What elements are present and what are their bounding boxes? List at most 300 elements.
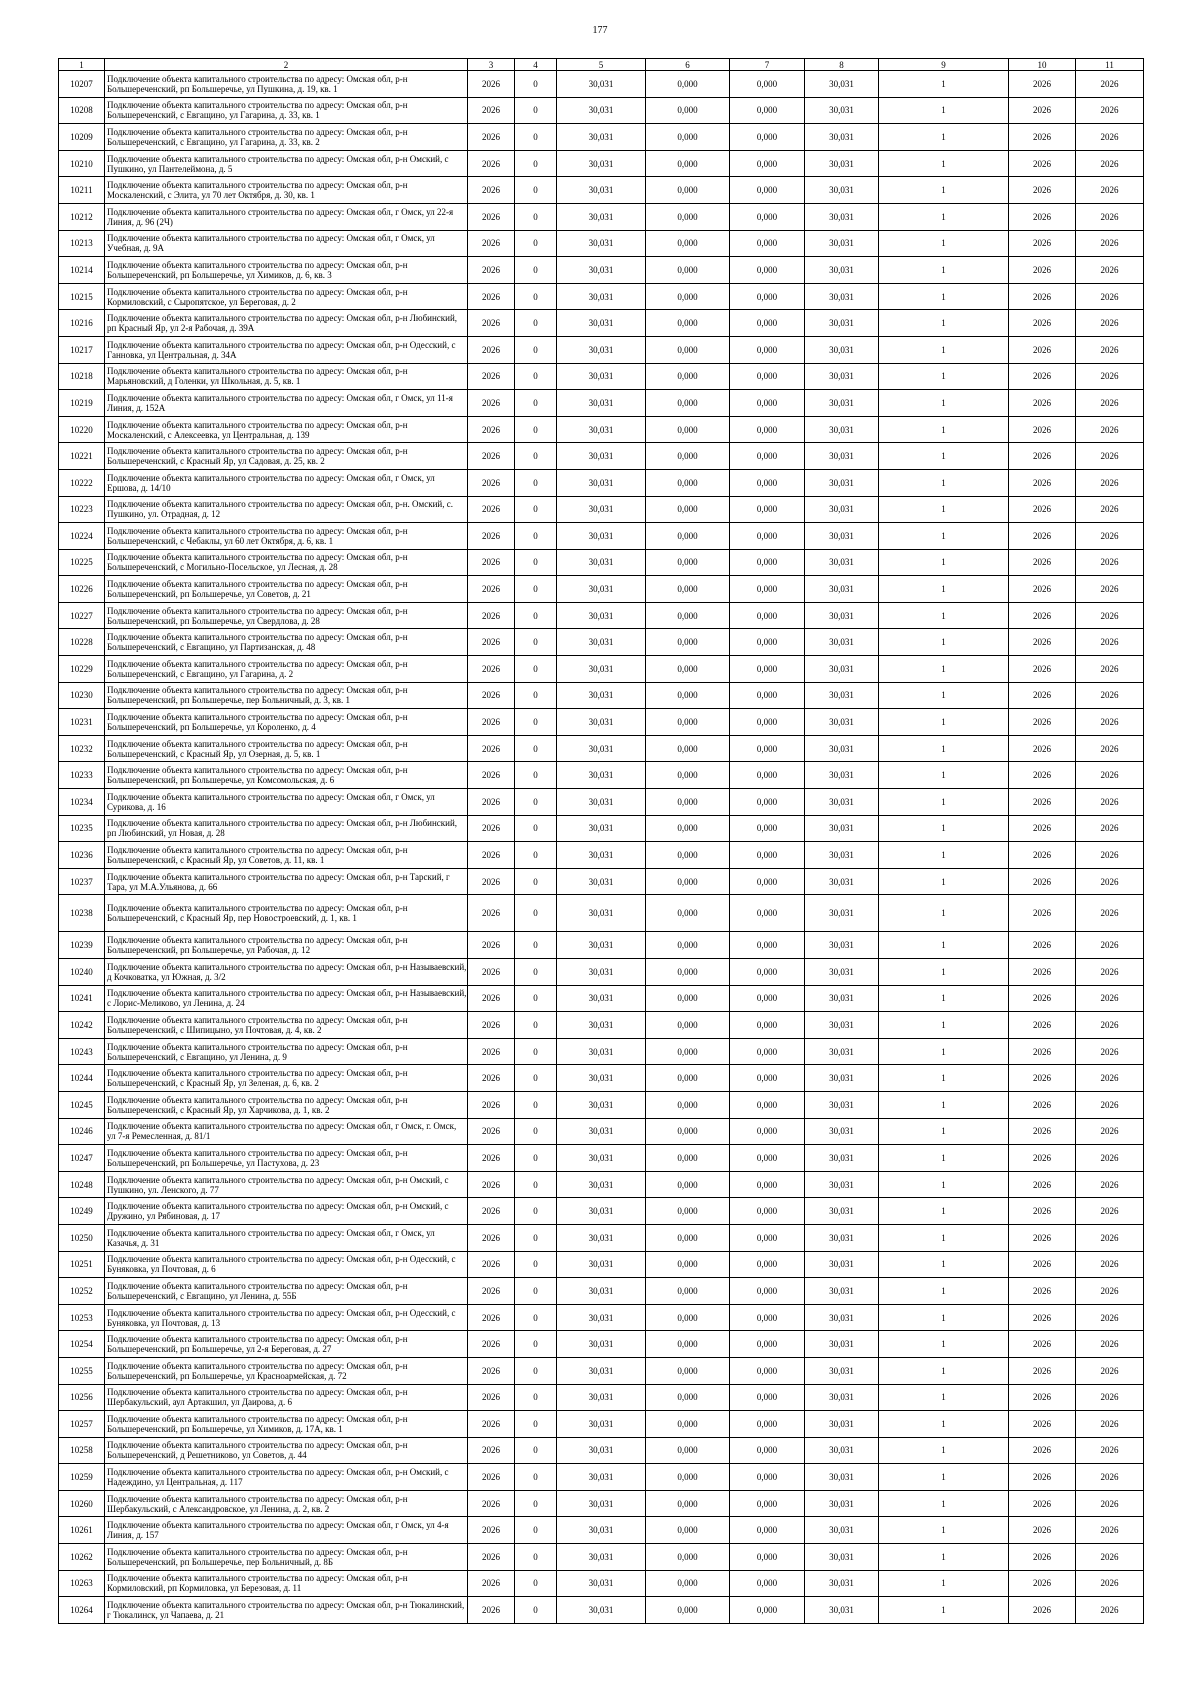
cell-col-4: 0 bbox=[515, 1118, 557, 1145]
table-row bbox=[59, 602, 1144, 629]
cell-col-4: 0 bbox=[515, 496, 557, 523]
cell-col-11: 2026 bbox=[1076, 363, 1144, 390]
cell-col-8: 30,031 bbox=[805, 1544, 879, 1571]
row-id-cell: 10218 bbox=[59, 363, 105, 390]
cell-col-6: 0,000 bbox=[646, 762, 730, 789]
cell-col-10: 2026 bbox=[1009, 1437, 1076, 1464]
cell-col-3: 2026 bbox=[468, 1304, 515, 1331]
cell-col-6: 0,000 bbox=[646, 1384, 730, 1411]
cell-col-3: 2026 bbox=[468, 150, 515, 177]
cell-col-8: 30,031 bbox=[805, 1464, 879, 1491]
cell-col-8: 30,031 bbox=[805, 390, 879, 417]
cell-col-11: 2026 bbox=[1076, 1570, 1144, 1597]
cell-col-5: 30,031 bbox=[557, 815, 646, 842]
cell-col-4: 0 bbox=[515, 71, 557, 98]
cell-col-10: 2026 bbox=[1009, 682, 1076, 709]
cell-col-7: 0,000 bbox=[730, 815, 805, 842]
row-id-cell: 10215 bbox=[59, 283, 105, 310]
column-header: 2 bbox=[105, 59, 468, 71]
cell-col-10: 2026 bbox=[1009, 576, 1076, 603]
table-row bbox=[59, 576, 1144, 603]
cell-col-6: 0,000 bbox=[646, 496, 730, 523]
cell-col-4: 0 bbox=[515, 336, 557, 363]
cell-col-11: 2026 bbox=[1076, 1464, 1144, 1491]
cell-col-6: 0,000 bbox=[646, 1251, 730, 1278]
cell-col-5: 30,031 bbox=[557, 549, 646, 576]
row-id-cell: 10226 bbox=[59, 576, 105, 603]
cell-col-4: 0 bbox=[515, 1145, 557, 1172]
table-row bbox=[59, 310, 1144, 337]
cell-col-11: 2026 bbox=[1076, 682, 1144, 709]
cell-col-10: 2026 bbox=[1009, 709, 1076, 736]
cell-col-6: 0,000 bbox=[646, 257, 730, 284]
cell-col-10: 2026 bbox=[1009, 1198, 1076, 1225]
cell-col-5: 30,031 bbox=[557, 177, 646, 204]
cell-col-3: 2026 bbox=[468, 602, 515, 629]
row-id-cell: 10217 bbox=[59, 336, 105, 363]
table-row bbox=[59, 523, 1144, 550]
cell-col-10: 2026 bbox=[1009, 762, 1076, 789]
cell-col-4: 0 bbox=[515, 959, 557, 986]
column-header: 10 bbox=[1009, 59, 1076, 71]
cell-col-4: 0 bbox=[515, 762, 557, 789]
page-number: 177 bbox=[592, 25, 608, 36]
cell-col-7: 0,000 bbox=[730, 1517, 805, 1544]
cell-col-4: 0 bbox=[515, 1065, 557, 1092]
description-cell: Подключение объекта капитального строительства по адресу: Омская обл, р-н Большереченский, рп Большеречье, ул Короленко, д. 4 bbox=[105, 709, 468, 736]
cell-col-8: 30,031 bbox=[805, 709, 879, 736]
row-id-cell: 10251 bbox=[59, 1251, 105, 1278]
cell-col-6: 0,000 bbox=[646, 283, 730, 310]
description-cell: Подключение объекта капитального строительства по адресу: Омская обл, р-н Называевский, с Лорис-Меликово, ул Ленина, д. 24 bbox=[105, 985, 468, 1012]
cell-col-5: 30,031 bbox=[557, 895, 646, 932]
cell-col-10: 2026 bbox=[1009, 1038, 1076, 1065]
cell-col-11: 2026 bbox=[1076, 1038, 1144, 1065]
cell-col-7: 0,000 bbox=[730, 150, 805, 177]
cell-col-9: 1 bbox=[879, 336, 1009, 363]
description-cell: Подключение объекта капитального строительства по адресу: Омская обл, р-н Большереченский, с Евгащино, ул Гагарина, д. 33, кв. 2 bbox=[105, 124, 468, 151]
cell-col-7: 0,000 bbox=[730, 602, 805, 629]
description-cell: Подключение объекта капитального строительства по адресу: Омская обл, р-н Любинский, рп Любинский, ул Новая, д. 28 bbox=[105, 815, 468, 842]
cell-col-10: 2026 bbox=[1009, 1544, 1076, 1571]
cell-col-9: 1 bbox=[879, 1464, 1009, 1491]
column-header: 1 bbox=[59, 59, 105, 71]
cell-col-7: 0,000 bbox=[730, 1198, 805, 1225]
cell-col-11: 2026 bbox=[1076, 124, 1144, 151]
cell-col-10: 2026 bbox=[1009, 1065, 1076, 1092]
cell-col-7: 0,000 bbox=[730, 1544, 805, 1571]
table-row bbox=[59, 336, 1144, 363]
description-cell: Подключение объекта капитального строительства по адресу: Омская обл, г Омск, ул Учебная, д. 9А bbox=[105, 230, 468, 257]
cell-col-10: 2026 bbox=[1009, 1384, 1076, 1411]
description-cell: Подключение объекта капитального строительства по адресу: Омская обл, р-н Кормиловский, с Сыропятское, ул Береговая, д. 2 bbox=[105, 283, 468, 310]
cell-col-4: 0 bbox=[515, 257, 557, 284]
table-row bbox=[59, 1304, 1144, 1331]
row-id-cell: 10230 bbox=[59, 682, 105, 709]
description-cell: Подключение объекта капитального строительства по адресу: Омская обл, р-н Омский, с Пушкино, ул. Ленского, д. 77 bbox=[105, 1171, 468, 1198]
cell-col-5: 30,031 bbox=[557, 1357, 646, 1384]
row-id-cell: 10263 bbox=[59, 1570, 105, 1597]
cell-col-3: 2026 bbox=[468, 336, 515, 363]
cell-col-11: 2026 bbox=[1076, 1091, 1144, 1118]
cell-col-11: 2026 bbox=[1076, 842, 1144, 869]
cell-col-3: 2026 bbox=[468, 815, 515, 842]
cell-col-6: 0,000 bbox=[646, 1224, 730, 1251]
cell-col-10: 2026 bbox=[1009, 1517, 1076, 1544]
table-row bbox=[59, 656, 1144, 683]
cell-col-11: 2026 bbox=[1076, 97, 1144, 124]
row-id-cell: 10254 bbox=[59, 1331, 105, 1358]
column-header: 9 bbox=[879, 59, 1009, 71]
cell-col-6: 0,000 bbox=[646, 709, 730, 736]
cell-col-7: 0,000 bbox=[730, 390, 805, 417]
cell-col-11: 2026 bbox=[1076, 1517, 1144, 1544]
cell-col-10: 2026 bbox=[1009, 390, 1076, 417]
cell-col-8: 30,031 bbox=[805, 1171, 879, 1198]
cell-col-7: 0,000 bbox=[730, 895, 805, 932]
description-cell: Подключение объекта капитального строительства по адресу: Омская обл, р-н Одесский, с Ганновка, ул Центральная, д. 34А bbox=[105, 336, 468, 363]
cell-col-5: 30,031 bbox=[557, 1145, 646, 1172]
cell-col-10: 2026 bbox=[1009, 842, 1076, 869]
cell-col-6: 0,000 bbox=[646, 868, 730, 895]
cell-col-4: 0 bbox=[515, 629, 557, 656]
cell-col-11: 2026 bbox=[1076, 985, 1144, 1012]
cell-col-8: 30,031 bbox=[805, 1065, 879, 1092]
table-row bbox=[59, 1411, 1144, 1438]
cell-col-11: 2026 bbox=[1076, 1145, 1144, 1172]
cell-col-6: 0,000 bbox=[646, 959, 730, 986]
cell-col-11: 2026 bbox=[1076, 735, 1144, 762]
cell-col-4: 0 bbox=[515, 363, 557, 390]
row-id-cell: 10252 bbox=[59, 1278, 105, 1305]
cell-col-10: 2026 bbox=[1009, 1411, 1076, 1438]
description-cell: Подключение объекта капитального строительства по адресу: Омская обл, р-н Большереченский, с Шипицыно, ул Почтовая, д. 4, кв. 2 bbox=[105, 1012, 468, 1039]
cell-col-10: 2026 bbox=[1009, 1304, 1076, 1331]
description-cell: Подключение объекта капитального строительства по адресу: Омская обл, р-н Москаленский, с Алексеевка, ул Центральная, д. 139 bbox=[105, 416, 468, 443]
cell-col-4: 0 bbox=[515, 735, 557, 762]
cell-col-9: 1 bbox=[879, 1544, 1009, 1571]
table-row bbox=[59, 1065, 1144, 1092]
table-row bbox=[59, 1091, 1144, 1118]
cell-col-3: 2026 bbox=[468, 789, 515, 816]
cell-col-6: 0,000 bbox=[646, 602, 730, 629]
cell-col-11: 2026 bbox=[1076, 1490, 1144, 1517]
cell-col-7: 0,000 bbox=[730, 230, 805, 257]
cell-col-6: 0,000 bbox=[646, 1331, 730, 1358]
cell-col-7: 0,000 bbox=[730, 576, 805, 603]
cell-col-9: 1 bbox=[879, 443, 1009, 470]
cell-col-8: 30,031 bbox=[805, 416, 879, 443]
cell-col-8: 30,031 bbox=[805, 230, 879, 257]
cell-col-5: 30,031 bbox=[557, 469, 646, 496]
cell-col-4: 0 bbox=[515, 1012, 557, 1039]
cell-col-10: 2026 bbox=[1009, 602, 1076, 629]
cell-col-11: 2026 bbox=[1076, 1224, 1144, 1251]
description-cell: Подключение объекта капитального строительства по адресу: Омская обл, р-н. Омский, с. Пушкино, ул. Отрадная, д. 12 bbox=[105, 496, 468, 523]
cell-col-3: 2026 bbox=[468, 549, 515, 576]
description-cell: Подключение объекта капитального строительства по адресу: Омская обл, г Омск, ул Ершова, д. 14/10 bbox=[105, 469, 468, 496]
cell-col-7: 0,000 bbox=[730, 1331, 805, 1358]
row-id-cell: 10239 bbox=[59, 932, 105, 959]
cell-col-3: 2026 bbox=[468, 416, 515, 443]
column-header: 6 bbox=[646, 59, 730, 71]
cell-col-7: 0,000 bbox=[730, 203, 805, 230]
table-row bbox=[59, 469, 1144, 496]
cell-col-4: 0 bbox=[515, 1091, 557, 1118]
cell-col-4: 0 bbox=[515, 1384, 557, 1411]
table-row bbox=[59, 1517, 1144, 1544]
cell-col-11: 2026 bbox=[1076, 576, 1144, 603]
cell-col-10: 2026 bbox=[1009, 1012, 1076, 1039]
cell-col-8: 30,031 bbox=[805, 1251, 879, 1278]
table-row bbox=[59, 1278, 1144, 1305]
row-id-cell: 10229 bbox=[59, 656, 105, 683]
row-id-cell: 10253 bbox=[59, 1304, 105, 1331]
description-cell: Подключение объекта капитального строительства по адресу: Омская обл, р-н Большереченский, с Евгащино, ул Гагарина, д. 33, кв. 1 bbox=[105, 97, 468, 124]
cell-col-9: 1 bbox=[879, 1012, 1009, 1039]
row-id-cell: 10255 bbox=[59, 1357, 105, 1384]
cell-col-5: 30,031 bbox=[557, 1544, 646, 1571]
cell-col-9: 1 bbox=[879, 1384, 1009, 1411]
cell-col-5: 30,031 bbox=[557, 1411, 646, 1438]
cell-col-9: 1 bbox=[879, 629, 1009, 656]
cell-col-7: 0,000 bbox=[730, 469, 805, 496]
cell-col-6: 0,000 bbox=[646, 230, 730, 257]
cell-col-6: 0,000 bbox=[646, 656, 730, 683]
cell-col-9: 1 bbox=[879, 1357, 1009, 1384]
cell-col-5: 30,031 bbox=[557, 203, 646, 230]
table-row bbox=[59, 1198, 1144, 1225]
cell-col-5: 30,031 bbox=[557, 390, 646, 417]
cell-col-5: 30,031 bbox=[557, 1118, 646, 1145]
cell-col-9: 1 bbox=[879, 762, 1009, 789]
cell-col-5: 30,031 bbox=[557, 985, 646, 1012]
cell-col-3: 2026 bbox=[468, 1544, 515, 1571]
cell-col-8: 30,031 bbox=[805, 1304, 879, 1331]
cell-col-3: 2026 bbox=[468, 523, 515, 550]
cell-col-7: 0,000 bbox=[730, 549, 805, 576]
table-row bbox=[59, 1464, 1144, 1491]
cell-col-5: 30,031 bbox=[557, 1517, 646, 1544]
table-row bbox=[59, 629, 1144, 656]
cell-col-5: 30,031 bbox=[557, 230, 646, 257]
row-id-cell: 10208 bbox=[59, 97, 105, 124]
cell-col-3: 2026 bbox=[468, 842, 515, 869]
row-id-cell: 10210 bbox=[59, 150, 105, 177]
cell-col-6: 0,000 bbox=[646, 469, 730, 496]
description-cell: Подключение объекта капитального строительства по адресу: Омская обл, р-н Большереченский, с Красный Яр, ул Озерная, д. 5, кв. 1 bbox=[105, 735, 468, 762]
cell-col-8: 30,031 bbox=[805, 1517, 879, 1544]
cell-col-7: 0,000 bbox=[730, 443, 805, 470]
table-row bbox=[59, 1118, 1144, 1145]
cell-col-11: 2026 bbox=[1076, 230, 1144, 257]
cell-col-8: 30,031 bbox=[805, 1198, 879, 1225]
cell-col-10: 2026 bbox=[1009, 549, 1076, 576]
cell-col-5: 30,031 bbox=[557, 1597, 646, 1624]
cell-col-10: 2026 bbox=[1009, 177, 1076, 204]
cell-col-4: 0 bbox=[515, 576, 557, 603]
cell-col-10: 2026 bbox=[1009, 895, 1076, 932]
cell-col-7: 0,000 bbox=[730, 523, 805, 550]
cell-col-5: 30,031 bbox=[557, 97, 646, 124]
description-cell: Подключение объекта капитального строительства по адресу: Омская обл, р-н Большереченский, рп Большеречье, ул Химиков, д. 17А, кв. 1 bbox=[105, 1411, 468, 1438]
cell-col-3: 2026 bbox=[468, 1038, 515, 1065]
cell-col-8: 30,031 bbox=[805, 310, 879, 337]
cell-col-4: 0 bbox=[515, 682, 557, 709]
description-cell: Подключение объекта капитального строительства по адресу: Омская обл, г Омск, ул Сурикова, д. 16 bbox=[105, 789, 468, 816]
cell-col-8: 30,031 bbox=[805, 97, 879, 124]
cell-col-10: 2026 bbox=[1009, 1145, 1076, 1172]
cell-col-11: 2026 bbox=[1076, 443, 1144, 470]
cell-col-4: 0 bbox=[515, 1464, 557, 1491]
cell-col-8: 30,031 bbox=[805, 735, 879, 762]
cell-col-5: 30,031 bbox=[557, 1570, 646, 1597]
table-row bbox=[59, 762, 1144, 789]
cell-col-11: 2026 bbox=[1076, 656, 1144, 683]
cell-col-5: 30,031 bbox=[557, 1331, 646, 1358]
cell-col-11: 2026 bbox=[1076, 959, 1144, 986]
cell-col-7: 0,000 bbox=[730, 868, 805, 895]
cell-col-3: 2026 bbox=[468, 1224, 515, 1251]
description-cell: Подключение объекта капитального строительства по адресу: Омская обл, р-н Большереченский, с Евгащино, ул Ленина, д. 9 bbox=[105, 1038, 468, 1065]
cell-col-3: 2026 bbox=[468, 1065, 515, 1092]
cell-col-6: 0,000 bbox=[646, 1464, 730, 1491]
cell-col-9: 1 bbox=[879, 1304, 1009, 1331]
row-id-cell: 10243 bbox=[59, 1038, 105, 1065]
cell-col-6: 0,000 bbox=[646, 549, 730, 576]
cell-col-10: 2026 bbox=[1009, 523, 1076, 550]
cell-col-4: 0 bbox=[515, 1224, 557, 1251]
cell-col-11: 2026 bbox=[1076, 1597, 1144, 1624]
cell-col-10: 2026 bbox=[1009, 1357, 1076, 1384]
column-header: 3 bbox=[468, 59, 515, 71]
cell-col-6: 0,000 bbox=[646, 1145, 730, 1172]
cell-col-9: 1 bbox=[879, 1437, 1009, 1464]
cell-col-9: 1 bbox=[879, 390, 1009, 417]
table-row bbox=[59, 1570, 1144, 1597]
cell-col-5: 30,031 bbox=[557, 842, 646, 869]
description-cell: Подключение объекта капитального строительства по адресу: Омская обл, р-н Большереченский, с Красный Яр, пер Новостроевский, д. 1, кв. 1 bbox=[105, 895, 468, 932]
cell-col-8: 30,031 bbox=[805, 1224, 879, 1251]
row-id-cell: 10240 bbox=[59, 959, 105, 986]
table-row bbox=[59, 97, 1144, 124]
cell-col-11: 2026 bbox=[1076, 1198, 1144, 1225]
cell-col-7: 0,000 bbox=[730, 416, 805, 443]
cell-col-7: 0,000 bbox=[730, 1224, 805, 1251]
description-cell: Подключение объекта капитального строительства по адресу: Омская обл, р-н Большереченский, рп Большеречье, ул Красноармейская, д. 72 bbox=[105, 1357, 468, 1384]
table-row bbox=[59, 1224, 1144, 1251]
table-row bbox=[59, 1490, 1144, 1517]
cell-col-3: 2026 bbox=[468, 363, 515, 390]
cell-col-8: 30,031 bbox=[805, 576, 879, 603]
description-cell: Подключение объекта капитального строительства по адресу: Омская обл, р-н Кормиловский, рп Кормиловка, ул Березовая, д. 11 bbox=[105, 1570, 468, 1597]
cell-col-7: 0,000 bbox=[730, 656, 805, 683]
cell-col-5: 30,031 bbox=[557, 1464, 646, 1491]
cell-col-7: 0,000 bbox=[730, 336, 805, 363]
table-row bbox=[59, 177, 1144, 204]
cell-col-8: 30,031 bbox=[805, 496, 879, 523]
description-cell: Подключение объекта капитального строительства по адресу: Омская обл, г Омск, ул Казачья, д. 31 bbox=[105, 1224, 468, 1251]
cell-col-6: 0,000 bbox=[646, 1304, 730, 1331]
cell-col-4: 0 bbox=[515, 97, 557, 124]
cell-col-3: 2026 bbox=[468, 469, 515, 496]
cell-col-11: 2026 bbox=[1076, 416, 1144, 443]
row-id-cell: 10219 bbox=[59, 390, 105, 417]
cell-col-5: 30,031 bbox=[557, 1171, 646, 1198]
cell-col-6: 0,000 bbox=[646, 1597, 730, 1624]
row-id-cell: 10250 bbox=[59, 1224, 105, 1251]
cell-col-5: 30,031 bbox=[557, 1065, 646, 1092]
cell-col-3: 2026 bbox=[468, 1012, 515, 1039]
row-id-cell: 10233 bbox=[59, 762, 105, 789]
cell-col-8: 30,031 bbox=[805, 1331, 879, 1358]
cell-col-6: 0,000 bbox=[646, 1012, 730, 1039]
cell-col-11: 2026 bbox=[1076, 815, 1144, 842]
cell-col-4: 0 bbox=[515, 1544, 557, 1571]
description-cell: Подключение объекта капитального строительства по адресу: Омская обл, р-н Большереченский, с Евгащино, ул Партизанская, д. 48 bbox=[105, 629, 468, 656]
cell-col-6: 0,000 bbox=[646, 1490, 730, 1517]
cell-col-5: 30,031 bbox=[557, 932, 646, 959]
column-header: 5 bbox=[557, 59, 646, 71]
cell-col-8: 30,031 bbox=[805, 1038, 879, 1065]
description-cell: Подключение объекта капитального строительства по адресу: Омская обл, р-н Большереченский, рп Большеречье, ул Рабочая, д. 12 bbox=[105, 932, 468, 959]
cell-col-4: 0 bbox=[515, 1251, 557, 1278]
cell-col-10: 2026 bbox=[1009, 443, 1076, 470]
description-cell: Подключение объекта капитального строительства по адресу: Омская обл, р-н Тюкалинский, г Тюкалинск, ул Чапаева, д. 21 bbox=[105, 1597, 468, 1624]
cell-col-5: 30,031 bbox=[557, 602, 646, 629]
column-header: 7 bbox=[730, 59, 805, 71]
cell-col-8: 30,031 bbox=[805, 1012, 879, 1039]
cell-col-6: 0,000 bbox=[646, 1065, 730, 1092]
cell-col-4: 0 bbox=[515, 932, 557, 959]
cell-col-6: 0,000 bbox=[646, 1517, 730, 1544]
cell-col-6: 0,000 bbox=[646, 1570, 730, 1597]
cell-col-6: 0,000 bbox=[646, 1038, 730, 1065]
cell-col-3: 2026 bbox=[468, 443, 515, 470]
cell-col-7: 0,000 bbox=[730, 1490, 805, 1517]
cell-col-11: 2026 bbox=[1076, 1384, 1144, 1411]
cell-col-4: 0 bbox=[515, 656, 557, 683]
cell-col-8: 30,031 bbox=[805, 762, 879, 789]
description-cell: Подключение объекта капитального строительства по адресу: Омская обл, р-н Большереченский, с Красный Яр, ул Садовая, д. 25, кв. 2 bbox=[105, 443, 468, 470]
cell-col-4: 0 bbox=[515, 549, 557, 576]
cell-col-10: 2026 bbox=[1009, 868, 1076, 895]
row-id-cell: 10231 bbox=[59, 709, 105, 736]
cell-col-8: 30,031 bbox=[805, 549, 879, 576]
cell-col-8: 30,031 bbox=[805, 868, 879, 895]
cell-col-7: 0,000 bbox=[730, 1570, 805, 1597]
cell-col-6: 0,000 bbox=[646, 523, 730, 550]
cell-col-10: 2026 bbox=[1009, 1224, 1076, 1251]
cell-col-6: 0,000 bbox=[646, 895, 730, 932]
cell-col-11: 2026 bbox=[1076, 1357, 1144, 1384]
cell-col-11: 2026 bbox=[1076, 549, 1144, 576]
description-cell: Подключение объекта капитального строительства по адресу: Омская обл, р-н Большереченский, рп Большеречье, ул Химиков, д. 6, кв. 3 bbox=[105, 257, 468, 284]
cell-col-4: 0 bbox=[515, 124, 557, 151]
cell-col-9: 1 bbox=[879, 985, 1009, 1012]
table-row bbox=[59, 932, 1144, 959]
cell-col-10: 2026 bbox=[1009, 1251, 1076, 1278]
cell-col-10: 2026 bbox=[1009, 416, 1076, 443]
cell-col-9: 1 bbox=[879, 1570, 1009, 1597]
cell-col-7: 0,000 bbox=[730, 1357, 805, 1384]
table-row bbox=[59, 1251, 1144, 1278]
cell-col-7: 0,000 bbox=[730, 1251, 805, 1278]
cell-col-6: 0,000 bbox=[646, 629, 730, 656]
description-cell: Подключение объекта капитального строительства по адресу: Омская обл, р-н Большереченский, рп Большеречье, ул Советов, д. 21 bbox=[105, 576, 468, 603]
cell-col-8: 30,031 bbox=[805, 1118, 879, 1145]
cell-col-6: 0,000 bbox=[646, 1171, 730, 1198]
